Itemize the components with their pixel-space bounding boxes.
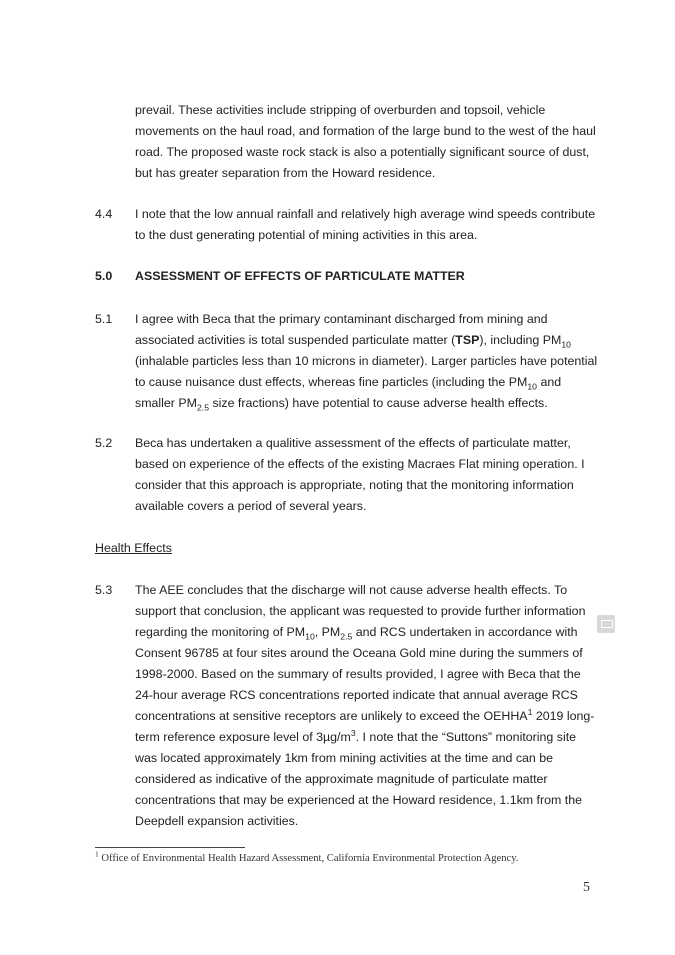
paragraph-number: 5.1 [95, 312, 113, 326]
footnote-divider [95, 847, 245, 848]
paragraph-number: 5.3 [95, 583, 113, 597]
paragraph-number: 4.4 [95, 207, 113, 221]
page-number: 5 [583, 880, 590, 895]
section-heading: ASSESSMENT OF EFFECTS OF PARTICULATE MATTER [135, 269, 465, 283]
subheading-health-effects: Health Effects [95, 541, 172, 555]
paragraph-continuation: prevail. These activities include stripping of overburden and topsoil, vehicle movements on the haul road, and formation of the large bund to the west of the haul road. The proposed waste rock stack is also a potentially significant source of dust, but has greater separation from the Howard residence. [135, 103, 596, 180]
paragraph-number: 5.2 [95, 436, 113, 450]
paragraph-5-2: Beca has undertaken a qualitive assessment of the effects of particulate matter, based on experience of the effects of the existing Macraes Flat mining operation. I consider that this approach is appropriate, noting that the monitoring information available covers a period of several years. [135, 436, 585, 513]
paragraph-4-4: I note that the low annual rainfall and relatively high average wind speeds contribute to the dust generating potential of mining activities in this area. [135, 207, 596, 242]
comment-icon[interactable] [597, 615, 615, 633]
paragraph-5-1: I agree with Beca that the primary contaminant discharged from mining and associated activities is total suspended particulate matter (TSP), including $PM_{10}$ (inhalable particles less than 10 microns in diameter). Larger particles have potential to cause nuisance dust effects, whereas fine particles (including the $PM_{10}$ and smaller $PM_{2.5}$ size fractions) have potential to cause adverse health effects. [135, 312, 598, 413]
section-number: 5.0 [95, 269, 113, 283]
footnote: $^1$ Office of Environmental Health Hazard Assessment, California Environmental Protection Agency. [95, 849, 519, 864]
paragraph-5-3: The AEE concludes that the discharge will not cause adverse health effects. To support that conclusion, the applicant was requested to provide further information regarding the monitoring of $PM_{10}$, $PM_{2.5}$ and RCS undertaken in accordance with Consent 96785 at four sites around the Oceana Gold mine during the summers of 1998-2000. Based on the summary of results provided, I agree with Beca that the 24-hour average RCS concentrations reported indicate that annual average RCS concentrations at sensitive receptors are unlikely to exceed the OEHHA$^1$ 2019 long-term reference exposure level of $3\mu g/m^3$. I note that the “Suttons” monitoring site was located approximately 1km from mining activities at the time and can be considered as indicative of the approximate magnitude of particulate matter concentrations that may be experienced at the Howard residence, 1.1km from the Deepdell expansion activities. [135, 583, 595, 828]
